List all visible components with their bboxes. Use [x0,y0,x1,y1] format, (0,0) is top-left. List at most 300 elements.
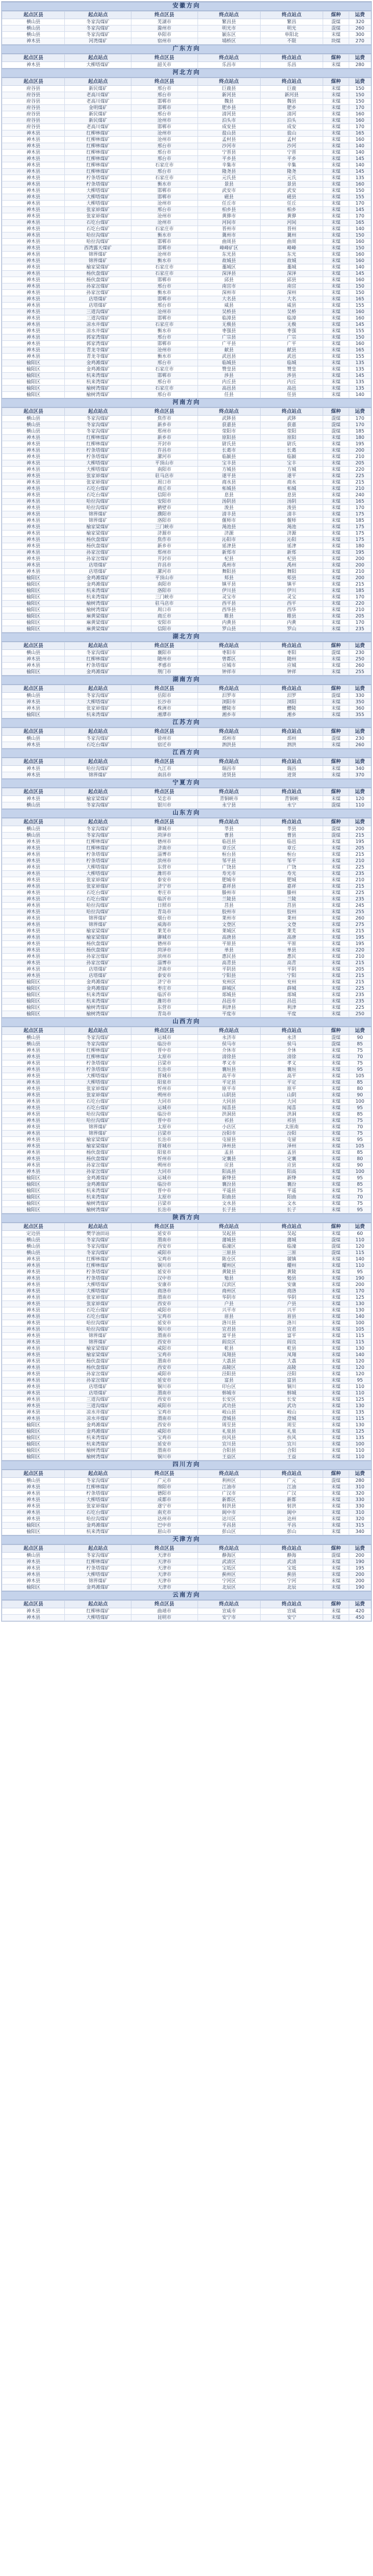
table-cell: 襄垣 [260,1067,323,1073]
table-cell: 淄博市 [131,960,198,967]
table-cell: 金鸡滩煤矿 [65,1523,131,1529]
table-cell: 神木县 [2,663,65,669]
table-cell: 沙河市 [198,143,260,150]
table-cell: 105 [349,1327,371,1333]
table-cell: 末煤 [323,1491,349,1497]
table-cell: 枣庄市 [131,986,198,992]
table-cell: 泗洪县 [198,742,260,749]
table-cell: 宝鸡市 [131,1256,198,1263]
table-cell: 末煤 [323,588,349,594]
table-cell: 哈拉沟煤矿 [65,766,131,772]
table-cell: 石家庄市 [131,322,198,328]
table-cell: 115 [349,1416,371,1422]
table-cell: 平顶山市 [131,460,198,467]
table-cell: 金鸡滩煤矿 [65,1182,131,1188]
table-cell: 吴桥 [260,309,323,315]
table-cell: 榆阳区 [2,626,65,633]
table-cell: 大同县 [198,1099,260,1105]
table-cell: 铜川市 [131,1263,198,1269]
table-cell: 锦界煤矿 [65,1131,131,1137]
table-cell: 吴桥县 [198,309,260,315]
table-row [2,1327,371,1333]
column-header: 煤种 [323,1223,349,1231]
table-cell: 河湾煤矿 [65,38,131,45]
table-row [2,650,371,656]
table-cell: 章丘 [260,845,323,852]
table-cell: 榆树湾煤矿 [65,1011,131,1018]
table-cell: 清徐 [260,1054,323,1060]
table-cell: 红柳林煤矿 [65,150,131,156]
table-row [2,979,371,986]
table-header-row [2,1470,371,1478]
table-cell: 息县 [260,492,323,499]
table-cell: 商洛市 [131,1288,198,1295]
table-cell: 冬家沟煤矿 [65,650,131,656]
region-title: 湖南方向 [2,675,371,685]
table-row [2,1282,371,1288]
table-row [2,1207,371,1213]
table-cell: 渭南市 [131,1333,198,1339]
table-cell: 110 [349,1390,371,1397]
table-cell: 神木县 [2,473,65,479]
table-cell: 神木县 [2,448,65,454]
table-cell: 广汉市 [198,1491,260,1497]
table-cell: 岳阳市 [131,693,198,699]
table-cell: 郯城 [260,992,323,998]
route-table [2,11,371,45]
table-cell: 末煤 [323,226,349,232]
table-cell: 九江市 [131,766,198,772]
table-cell: 新河县 [260,92,323,99]
region-title: 天津方向 [2,1535,371,1545]
table-cell: 广平 [260,341,323,347]
route-table [2,685,371,718]
table-cell: 惠民 [260,954,323,960]
table-cell: 横山县 [2,1478,65,1484]
table-cell: 神木县 [2,839,65,845]
table-cell: 末煤 [323,130,349,137]
table-cell: 140 [349,392,371,398]
table-cell: 115 [349,1250,371,1256]
table-cell: 神木县 [2,928,65,935]
table-cell: 末煤 [323,877,349,884]
table-row [2,1608,371,1615]
table-cell: 吴忠市 [131,796,198,802]
table-cell: 末煤 [323,175,349,181]
table-cell: 西湾露天煤矿 [65,245,131,252]
table-cell: 锦界煤矿 [65,772,131,779]
table-cell: 横山县 [2,1035,65,1041]
column-header: 终点站点 [260,789,323,796]
table-cell: 哈拉沟煤矿 [65,1111,131,1118]
table-row [2,360,371,366]
table-cell: 冬家沟煤矿 [65,19,131,26]
table-cell: 170 [349,422,371,428]
table-cell: 武清 [260,1559,323,1565]
table-cell: 西安市 [131,1397,198,1403]
table-cell: 邢台市 [131,207,198,213]
table-row [2,1314,371,1320]
column-header: 运费 [349,789,371,796]
table-header-row [2,819,371,826]
table-cell: 伊川 [260,588,323,594]
table-cell: 荥阳 [260,428,323,435]
column-header: 煤种 [323,1545,349,1553]
table-cell: 阳泉市 [131,1080,198,1086]
table-cell: 礼泉 [260,1429,323,1435]
table-cell: 邢台市 [131,86,198,92]
table-cell: 衡水市 [131,181,198,188]
table-cell: 榆阳区 [2,669,65,675]
table-cell: 神木县 [2,1307,65,1314]
table-row [2,877,371,884]
table-row [2,486,371,492]
table-cell: 120 [349,1371,371,1378]
table-cell: 大同市 [131,1099,198,1105]
table-cell: 末煤 [323,973,349,979]
table-cell: 颍东区 [198,32,260,38]
table-cell: 宝鸡市 [131,1435,198,1441]
table-cell: 清丰 [260,511,323,518]
table-cell: 末煤 [323,315,349,322]
table-cell: 末煤 [323,1276,349,1282]
table-cell: 郭家湾煤矿 [65,335,131,341]
table-cell: 达州市 [131,1516,198,1523]
table-row [2,392,371,398]
table-cell: 神木县 [2,884,65,890]
table-cell: 末煤 [323,379,349,386]
table-cell: 利州区 [198,1478,260,1484]
column-header: 起点站点 [65,1027,131,1035]
table-cell: 神木县 [2,1397,65,1403]
table-cell: 榆阳区 [2,594,65,601]
table-cell: 洪洞县 [198,1111,260,1118]
table-cell: 160 [349,111,371,118]
table-cell: 胶州市 [198,909,260,915]
table-cell: 160 [349,118,371,124]
table-cell: 末煤 [323,1086,349,1092]
column-header: 运费 [349,642,371,650]
table-cell: 岐山县 [198,1409,260,1416]
table-cell: 150 [349,290,371,296]
table-cell: 济南市 [131,967,198,973]
table-cell: 寿光 [260,871,323,877]
region-title: 江苏方向 [2,718,371,728]
table-cell: 末煤 [323,473,349,479]
table-cell: 商洛 [260,1288,323,1295]
table-cell: 红柳林煤矿 [65,656,131,663]
table-cell: 神木县 [2,1105,65,1111]
table-cell: 165 [349,220,371,226]
table-cell: 商水 [260,479,323,486]
table-cell: 混煤 [323,693,349,699]
table-cell: 哈拉沟煤矿 [65,909,131,915]
table-cell: 神木县 [2,1150,65,1156]
table-cell: 清徐县 [198,1054,260,1060]
table-cell: 85 [349,1080,371,1086]
table-cell: 眉县 [198,1314,260,1320]
table-cell: 北辰 [260,1585,323,1591]
table-cell: 末煤 [323,373,349,379]
table-cell: 红柳林煤矿 [65,137,131,143]
table-cell: 神木县 [2,845,65,852]
table-cell: 汨罗市 [198,693,260,699]
table-cell: 75 [349,1060,371,1067]
table-cell: 应城 [260,663,323,669]
table-row [2,1131,371,1137]
table-cell: 末煤 [323,1256,349,1263]
table-cell: 神木县 [2,207,65,213]
table-cell: 孙家岔煤矿 [65,284,131,290]
table-cell: 神木县 [2,1137,65,1143]
table-cell: 神木县 [2,1333,65,1339]
table-cell: 沧州市 [131,130,198,137]
table-row [2,967,371,973]
table-cell: 临邑 [260,839,323,845]
table-cell: 湘潭市 [131,712,198,718]
table-cell: 高陵区 [198,1365,260,1371]
table-cell: 延安市 [131,1320,198,1327]
table-cell: 昌邑 [260,998,323,1005]
table-cell: 武邑县 [198,354,260,360]
table-cell: 末煤 [323,1510,349,1516]
table-cell: 末煤 [323,1358,349,1365]
table-cell: 邢台市 [131,111,198,118]
table-cell: 铜川市 [131,1327,198,1333]
column-header: 起点站点 [65,12,131,19]
table-cell: 宝坻区 [198,1565,260,1572]
table-cell: 盂县 [198,1150,260,1156]
table-cell: 邯郸市 [131,245,198,252]
table-cell: 高平市 [198,1073,260,1080]
table-cell: 末煤 [323,1572,349,1578]
table-cell: 邯郸市 [131,188,198,194]
table-cell: 合阳县 [198,1448,260,1454]
table-cell: 末煤 [323,290,349,296]
table-cell: 220 [349,601,371,607]
column-header: 终点站点 [198,819,260,826]
table-cell: 吕梁市 [131,1060,198,1067]
table-cell: 末煤 [323,699,349,706]
column-header: 终点区县 [131,789,198,796]
table-cell: 神木县 [2,1409,65,1416]
table-cell: 145 [349,271,371,277]
table-cell: 滕州市 [198,890,260,896]
table-cell: 130 [349,1403,371,1409]
table-cell: 末煤 [323,1092,349,1099]
table-row [2,1194,371,1201]
table-cell: 混煤 [323,1237,349,1244]
table-cell: 济源市 [131,531,198,537]
table-cell: 205 [349,845,371,852]
table-cell: 榆家梁煤矿 [65,1346,131,1352]
table-cell: 145 [349,169,371,175]
table-cell: 神木县 [2,1510,65,1516]
table-row [2,1263,371,1269]
table-cell: 榆树湾煤矿 [65,1454,131,1460]
table-cell: 朔州市 [131,1162,198,1169]
table-cell: 滁州市 [131,26,198,32]
table-cell: 泊头 [260,118,323,124]
table-cell: 广元 [260,1478,323,1484]
table-cell: 莱州市 [198,915,260,922]
table-cell: 神木县 [2,232,65,239]
table-cell: 榆阳区 [2,1175,65,1182]
table-cell: 青岛市 [131,1011,198,1018]
table-cell: 大柳塔煤矿 [65,1288,131,1295]
table-cell: 混煤 [323,826,349,833]
table-cell: 神木县 [2,556,65,562]
table-cell: 末煤 [323,1011,349,1018]
table-cell: 长葛 [260,448,323,454]
table-row [2,105,371,111]
column-header: 起点站点 [65,728,131,736]
table-cell: 郭家湾煤矿 [65,341,131,347]
table-cell: 扶风县 [198,1435,260,1441]
table-cell: 赞皇县 [198,366,260,373]
table-cell: 200 [349,556,371,562]
table-cell: 神木县 [2,1491,65,1497]
table-cell: 乾县 [260,1346,323,1352]
table-cell: 神木县 [2,284,65,290]
table-cell: 应县 [198,1162,260,1169]
table-cell: 红柳林煤矿 [65,1256,131,1263]
table-cell: 府谷县 [2,124,65,130]
table-cell: 末煤 [323,1585,349,1591]
table-row [2,1256,371,1263]
table-cell: 末煤 [323,845,349,852]
table-cell: 高唐 [260,935,323,941]
table-cell: 寿光市 [198,871,260,877]
table-cell: 末煤 [323,1503,349,1510]
table-cell: 沧州市 [131,347,198,354]
column-header: 终点区县 [131,1223,198,1231]
table-cell: 凉水井煤矿 [65,322,131,328]
table-row [2,1565,371,1572]
table-cell: 长安 [260,1397,323,1403]
table-cell: 江油市 [198,1484,260,1491]
table-cell: 屯留县 [198,1137,260,1143]
table-cell: 阳高 [260,1169,323,1175]
table-row [2,1365,371,1371]
table-cell: 府谷县 [2,118,65,124]
table-cell: 神木县 [2,1327,65,1333]
table-cell: 神木县 [2,315,65,322]
table-cell: 沁阳 [260,537,323,543]
table-cell: 西平 [260,601,323,607]
table-cell: 75 [349,1131,371,1137]
table-cell: 沧州市 [131,309,198,315]
table-cell: 太原市 [131,1124,198,1131]
column-header: 终点站点 [260,1223,323,1231]
column-header: 起点站点 [65,642,131,650]
table-cell: 135 [349,360,371,366]
table-cell: 罗山县 [198,626,260,633]
table-cell: 新绛县 [198,1175,260,1182]
table-cell: 哈拉沟煤矿 [65,903,131,909]
table-cell: 末煤 [323,137,349,143]
table-cell: 沁阳市 [198,537,260,543]
table-cell: 柠条塔煤矿 [65,1269,131,1276]
table-cell: 洛川 [260,1320,323,1327]
table-row [2,1099,371,1105]
region-title: 江西方向 [2,749,371,758]
table-cell: 石圪台煤矿 [65,896,131,903]
table-row [2,594,371,601]
table-row [2,1510,371,1516]
table-row [2,86,371,92]
column-header: 终点站点 [198,78,260,86]
table-cell: 孝义 [260,1060,323,1067]
table-cell: 晋中市 [131,1118,198,1124]
table-cell: 张家峁煤矿 [65,479,131,486]
column-header: 终点站点 [198,1545,260,1553]
table-row [2,118,371,124]
table-cell: 末煤 [323,1565,349,1572]
table-cell: 三原 [260,1250,323,1256]
table-cell: 末煤 [323,941,349,947]
table-cell: 眉县 [260,1314,323,1320]
table-cell: 末煤 [323,864,349,871]
table-cell: 360 [349,706,371,712]
table-cell: 三道沟煤矿 [65,1403,131,1409]
table-cell: 末煤 [323,796,349,802]
table-cell: 锦界煤矿 [65,258,131,264]
table-cell: 咸阳市 [131,1307,198,1314]
table-cell: 末煤 [323,884,349,890]
table-cell: 红柳林煤矿 [65,169,131,175]
table-cell: 王益 [260,1454,323,1460]
table-cell: 170 [349,594,371,601]
table-cell: 神木县 [2,1403,65,1409]
table-cell: 东光 [260,252,323,258]
table-cell: 辛集市 [198,162,260,169]
table-cell: 榆阳区 [2,1585,65,1591]
table-cell: 睢县 [198,613,260,620]
table-cell: 瑞昌 [260,766,323,772]
table-row [2,213,371,220]
table-cell: 155 [349,194,371,201]
table-cell: 末煤 [323,1378,349,1384]
table-cell: 神木县 [2,258,65,264]
table-cell: 170 [349,213,371,220]
table-cell: 邢台市 [131,284,198,290]
table-cell: 横山县 [2,833,65,839]
table-cell: 末煤 [323,1346,349,1352]
table-cell: 榆家梁煤矿 [65,264,131,271]
table-cell: 泽州 [260,1143,323,1150]
table-cell: 末煤 [323,392,349,398]
column-header: 终点站点 [260,78,323,86]
table-cell: 310 [349,1510,371,1516]
table-cell: 郏县 [260,575,323,582]
table-cell: 末煤 [323,1124,349,1131]
column-header: 煤种 [323,685,349,693]
route-table [2,1470,371,1535]
table-cell: 吕梁市 [131,1131,198,1137]
table-row [2,366,371,373]
table-cell: 末煤 [323,1333,349,1339]
table-cell: 冬家沟煤矿 [65,1553,131,1559]
table-row [2,1422,371,1429]
table-cell: 末煤 [323,1231,349,1237]
table-cell: 榆阳区 [2,1529,65,1535]
table-cell: 130 [349,1301,371,1307]
table-cell: 210 [349,454,371,460]
table-row [2,669,371,675]
table-row [2,1182,371,1188]
table-cell: 榆树湾煤矿 [65,1201,131,1207]
